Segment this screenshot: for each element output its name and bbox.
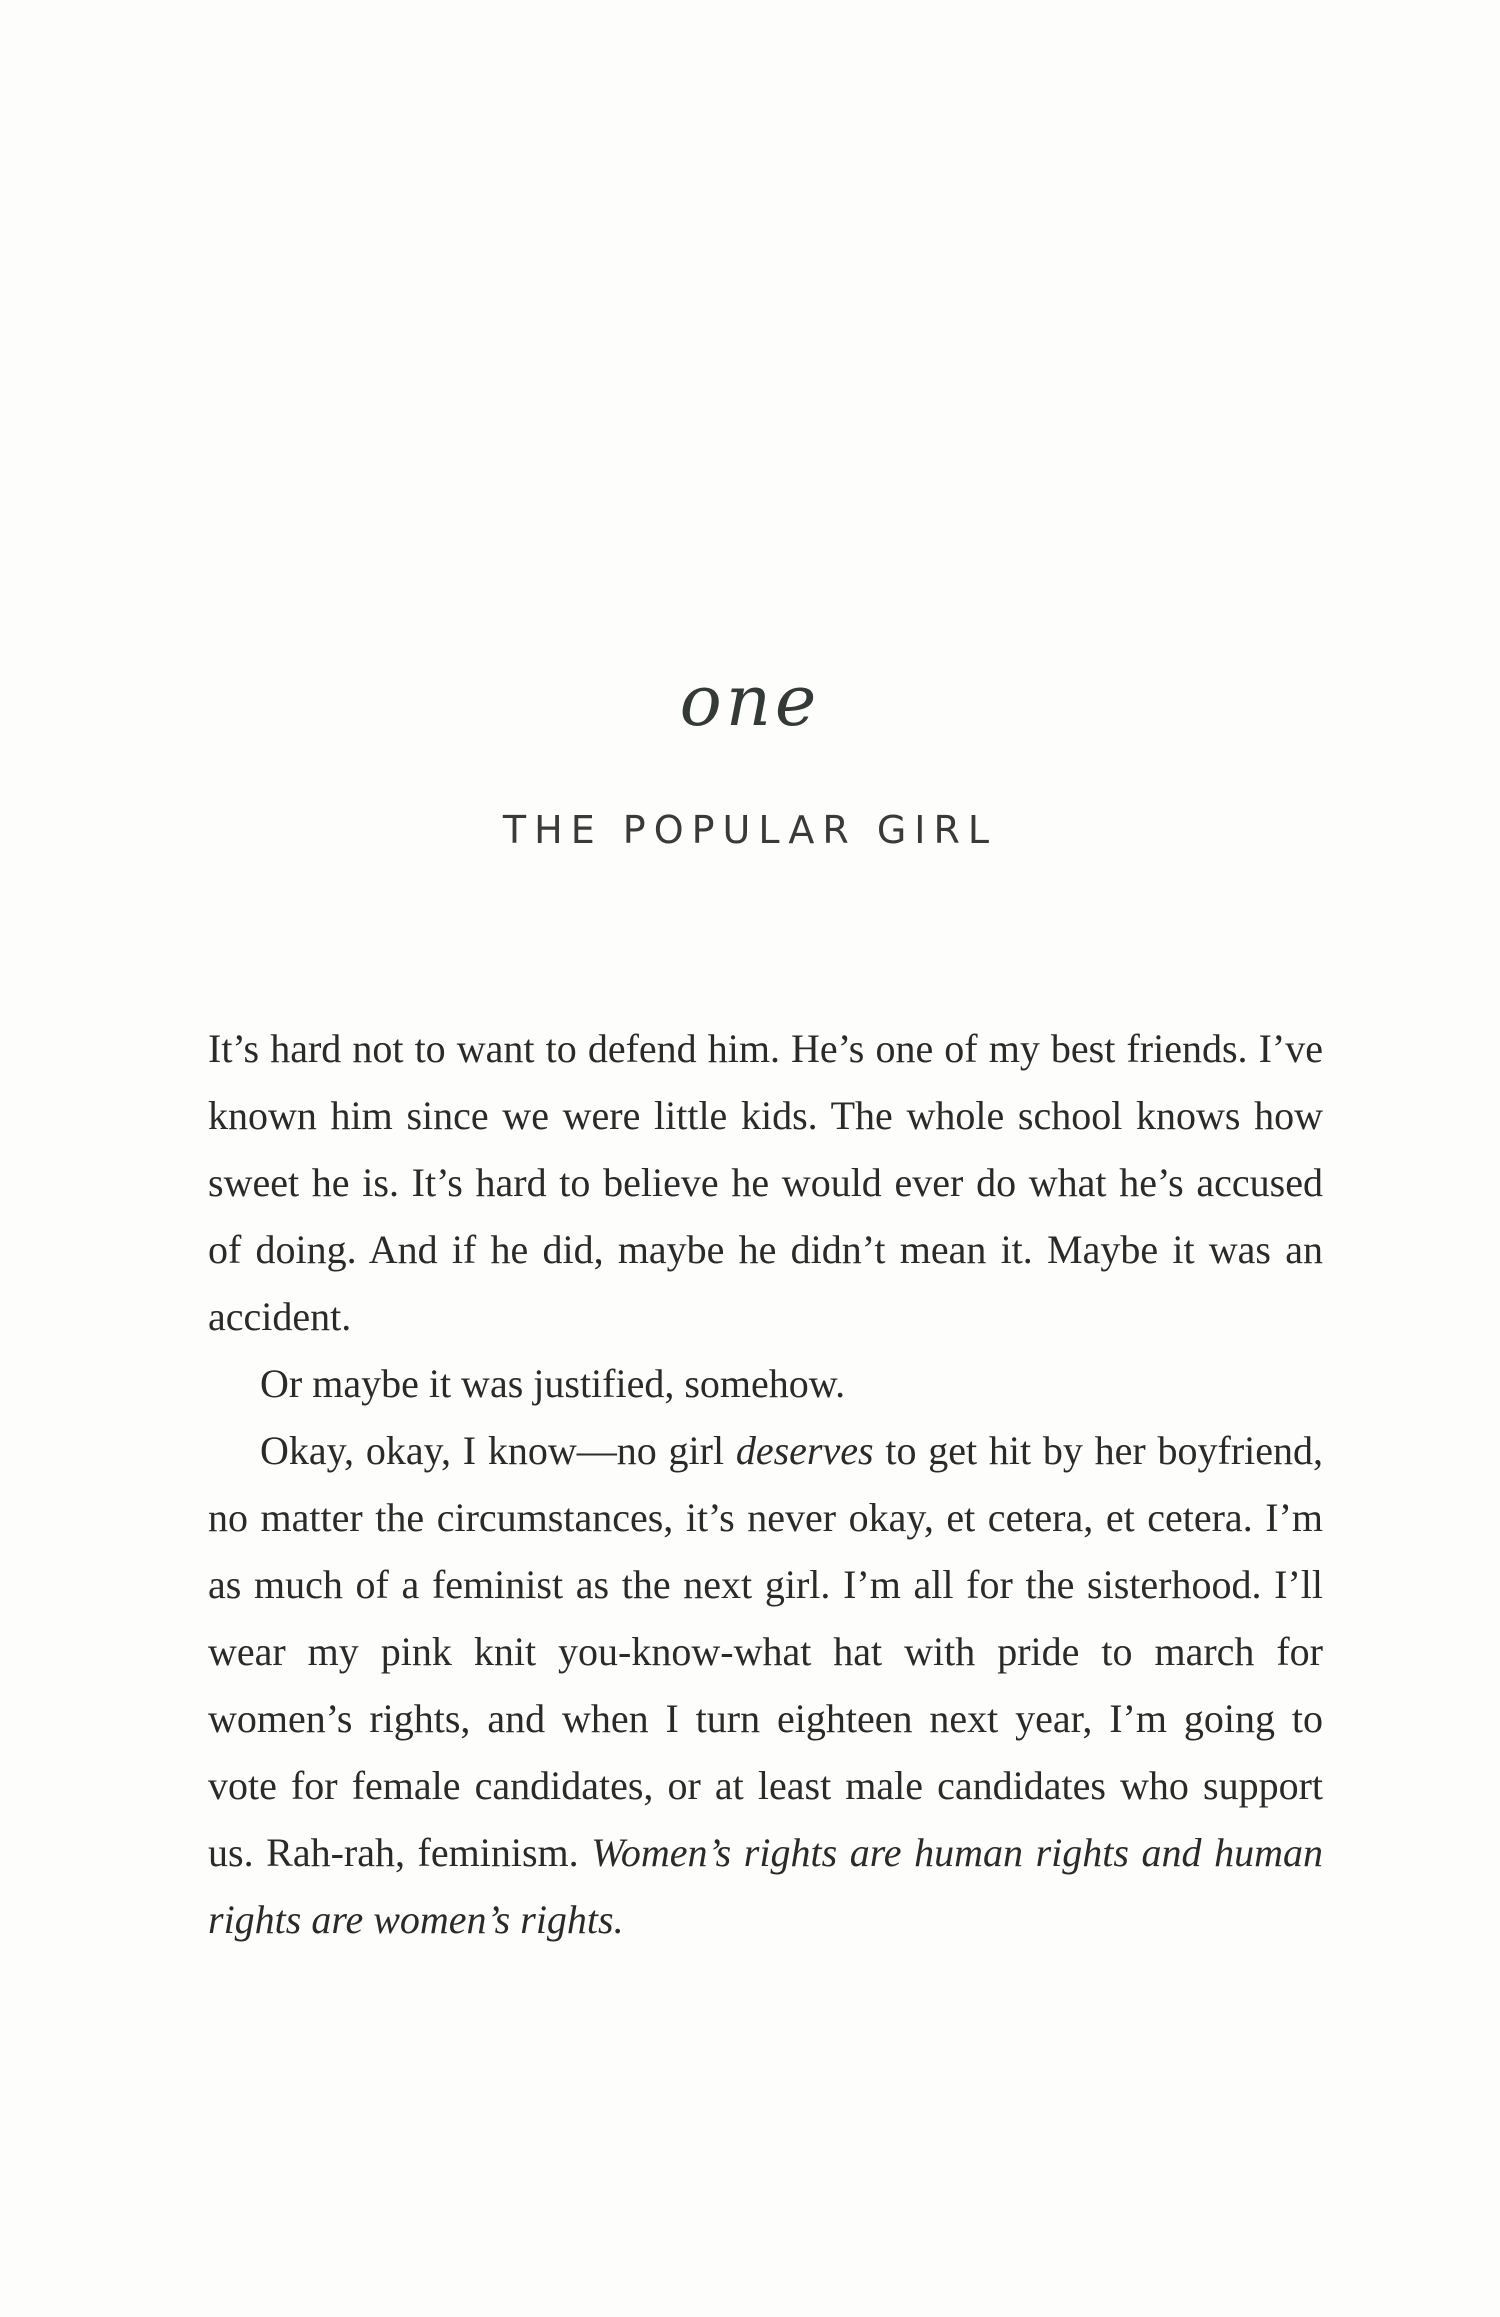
emphasis-quote: Women’s rights are human rights and human rights are women’s rights. [208, 1830, 1323, 1942]
chapter-number: one [679, 660, 821, 742]
paragraph-3-text-a: Okay, okay, I know—no girl [260, 1428, 736, 1473]
emphasis-deserves: deserves [735, 1428, 874, 1473]
paragraph-3 [208, 1417, 1323, 1953]
chapter-body [208, 1015, 1323, 1953]
paragraph-2: Or maybe it was justified, somehow. [260, 1361, 846, 1406]
chapter-title: THE POPULAR GIRL [502, 808, 998, 852]
paragraph-3-text-b: to get hit by her boyfriend, no matter the circumstances, it’s never okay, et cetera, et cetera. I’m as much of a feminist as the next girl. I’m all for the sisterhood. I’ll wear my pink knit you-know-what hat with pride to march for women’s rights, and when I turn eighteen next year, I’m going to vote for female candidates, or at least male candidates who support us. Rah-rah, feminism. [208, 1428, 1324, 1875]
paragraph-1: It’s hard not to want to defend him. He’s one of my best friends. I’ve known him since we were little kids. The whole school knows how sweet he is. It’s hard to believe he would ever do what he’s accused of doing. And if he did, maybe he didn’t mean it. Maybe it was an accident. [208, 1026, 1323, 1339]
